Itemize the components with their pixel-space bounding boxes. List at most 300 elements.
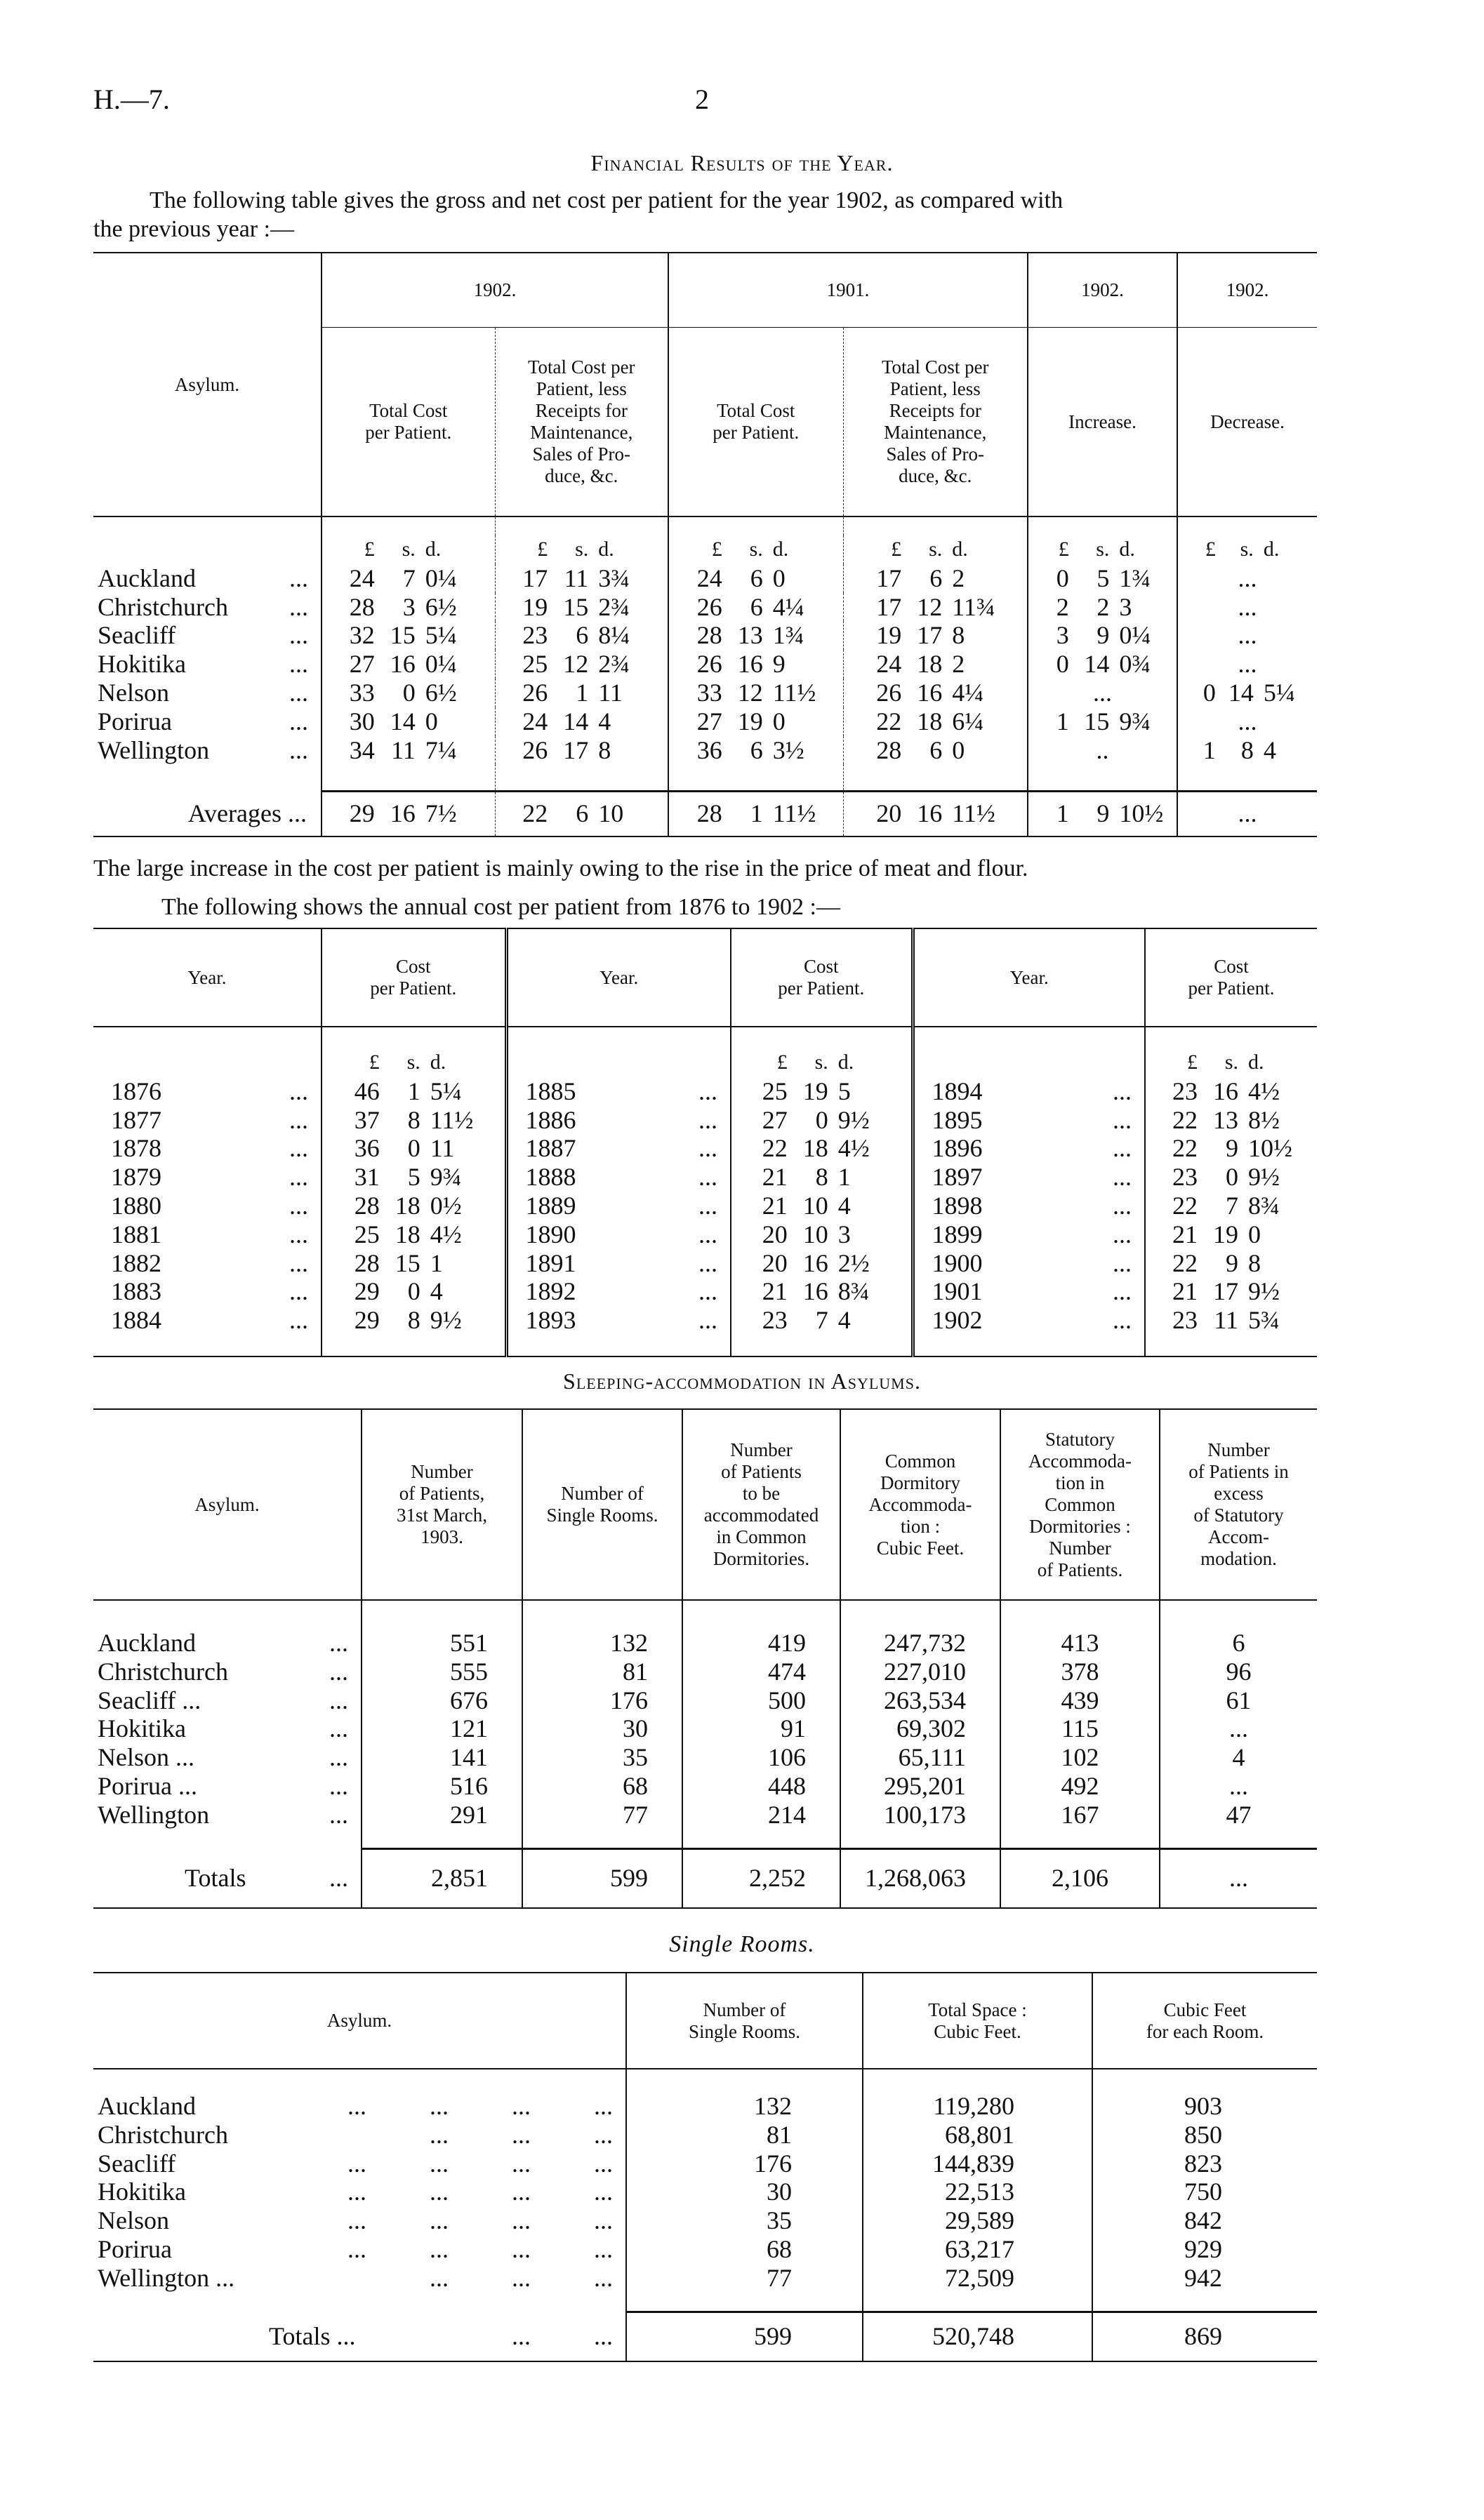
money-value <box>496 621 668 650</box>
pence: 5¼ <box>425 621 457 650</box>
pence: d. <box>837 1051 854 1074</box>
spacer <box>522 1829 682 1849</box>
pounds: 21 <box>1172 1277 1198 1306</box>
units-cell <box>322 1048 506 1077</box>
shillings: 9 <box>1226 1248 1238 1277</box>
shillings: 18 <box>395 1191 420 1220</box>
shillings: 7 <box>815 1306 828 1335</box>
pounds: £ <box>1058 538 1069 561</box>
pence: 4 <box>1263 735 1276 764</box>
shillings: 6 <box>929 564 943 592</box>
value-cell: 61 <box>1160 1686 1317 1715</box>
shillings: 9 <box>1097 621 1110 650</box>
blank <box>93 535 322 564</box>
money-value <box>1146 1306 1317 1335</box>
average-cell <box>843 791 1028 836</box>
pounds: 28 <box>354 1248 380 1277</box>
value-cell: 106 <box>682 1743 840 1772</box>
pounds: 28 <box>696 799 722 828</box>
asylum-header: Asylum. <box>93 253 322 516</box>
empty-value: ... <box>1238 592 1257 621</box>
money-value <box>669 650 843 679</box>
pence: 0¼ <box>1119 621 1151 650</box>
spacer-row <box>93 2293 1317 2312</box>
value-cell: 29,589 <box>863 2206 1092 2235</box>
average-cell <box>322 791 495 836</box>
pence: d. <box>772 538 789 561</box>
money-cell <box>843 679 1028 707</box>
year-cell <box>506 1106 731 1135</box>
column-header: Number of Patients, 31st March, 1903. <box>362 1409 522 1600</box>
year-header-1901: 1901. <box>668 253 1028 328</box>
leader-dots: ... <box>329 1800 348 1829</box>
value-cell: 115 <box>1000 1714 1160 1743</box>
leader-dots: ... ... ... ... <box>347 2149 613 2178</box>
asylum-label: Christchurch <box>98 2120 228 2149</box>
pence: 1¾ <box>1119 564 1151 592</box>
value-cell: 144,839 <box>863 2149 1092 2178</box>
money-value <box>1146 1048 1317 1077</box>
asylum-name <box>93 2206 626 2235</box>
value-cell: 81 <box>626 2121 863 2149</box>
column-header: Decrease. <box>1177 328 1317 517</box>
spacer <box>362 1829 522 1849</box>
spacer <box>1000 1600 1160 1629</box>
cost-cell <box>1145 1134 1317 1163</box>
pence: 11½ <box>772 678 816 707</box>
table-row <box>93 2264 1317 2293</box>
value-cell: 6 <box>1160 1629 1317 1658</box>
shillings: 0 <box>407 1134 420 1163</box>
money-value <box>1146 1220 1317 1249</box>
column-header: Increase. <box>1028 328 1177 517</box>
shillings: 15 <box>563 592 589 621</box>
year-label: 1880 <box>111 1191 161 1220</box>
pence: 2¾ <box>598 650 630 679</box>
year-cell <box>93 1277 322 1306</box>
pence: 0 <box>1248 1220 1261 1248</box>
pounds: 22 <box>522 799 548 828</box>
money-value <box>496 736 668 765</box>
money-cell <box>843 564 1028 593</box>
value-cell: 132 <box>522 1629 682 1658</box>
year-header: Year. <box>93 928 322 1027</box>
shillings: 17 <box>563 735 589 764</box>
spacer <box>93 764 322 791</box>
leader-dots: ... <box>1113 1248 1132 1277</box>
leader-dots: ... <box>289 592 308 621</box>
pence: 11½ <box>772 799 816 828</box>
pounds: 25 <box>354 1220 380 1248</box>
year-cell <box>913 1306 1145 1335</box>
year-cell <box>913 1192 1145 1220</box>
pence: 9¾ <box>430 1163 462 1192</box>
column-header: Number of Single Rooms. <box>626 1973 863 2069</box>
empty-value: ... <box>1093 678 1112 707</box>
asylum-name <box>93 1714 362 1743</box>
section-title-financial: Financial Results of the Year. <box>590 150 894 175</box>
money-value <box>322 593 495 622</box>
shillings: s. <box>1224 1051 1238 1074</box>
pence: 6½ <box>425 592 457 621</box>
table-row <box>93 1801 1317 1829</box>
table-row <box>93 1306 1317 1335</box>
shillings: 19 <box>737 707 763 735</box>
year-label: 1899 <box>932 1220 983 1248</box>
asylum-label: Seacliff <box>98 2149 176 2178</box>
pounds: 22 <box>762 1134 788 1163</box>
money-value <box>1028 593 1177 622</box>
empty-value: ... <box>1238 799 1257 828</box>
money-value <box>1028 707 1177 736</box>
pence: 9¾ <box>1119 707 1151 735</box>
pence: 1¾ <box>772 621 804 650</box>
money-value <box>496 707 668 736</box>
value-cell: ... <box>1160 1714 1317 1743</box>
column-header: Total Cost per Patient. <box>322 328 495 517</box>
pence: 4¼ <box>952 678 984 707</box>
pounds: 0 <box>1056 650 1069 679</box>
year-label: 1901 <box>932 1277 983 1306</box>
table-row <box>93 1629 1317 1658</box>
shillings: 17 <box>1213 1277 1238 1306</box>
pounds: 2 <box>1056 592 1069 621</box>
shillings: s. <box>929 538 943 561</box>
year-header-increase: 1902. <box>1028 253 1177 328</box>
asylum-label: Porirua <box>98 2234 172 2263</box>
empty-value: ... <box>1238 650 1257 679</box>
money-value <box>322 1249 505 1278</box>
money-cell <box>495 621 668 650</box>
asylum-name <box>93 1686 362 1715</box>
pounds: 24 <box>876 650 902 679</box>
spacer <box>322 516 495 535</box>
pence: 6½ <box>425 678 457 707</box>
pounds: 27 <box>349 650 375 679</box>
year-label: 1884 <box>111 1306 161 1335</box>
pence: 3 <box>1119 592 1132 621</box>
pence: 8½ <box>1248 1105 1280 1134</box>
spacer-row <box>93 1600 1317 1629</box>
shillings: 15 <box>1084 707 1110 735</box>
pence: d. <box>1119 538 1135 561</box>
cost-cell <box>731 1277 913 1306</box>
shillings: 0 <box>402 678 416 707</box>
shillings: 16 <box>802 1248 828 1277</box>
money-value <box>1146 1163 1317 1192</box>
leader-dots: ... <box>698 1105 717 1134</box>
spacer <box>840 1829 1000 1849</box>
shillings: 6 <box>750 735 763 764</box>
pounds: 26 <box>876 678 902 707</box>
money-cell <box>495 707 668 736</box>
leader-dots: ... <box>1113 1163 1132 1192</box>
value-cell: 500 <box>682 1686 840 1715</box>
pence: 9½ <box>430 1306 462 1335</box>
spacer <box>682 1600 840 1629</box>
single-rooms-table <box>93 1972 1317 2362</box>
leader-dots: ... <box>329 1657 348 1686</box>
pounds: 22 <box>876 707 902 735</box>
leader-dots: ... <box>289 1076 308 1105</box>
pence: 11 <box>598 678 623 707</box>
leader-dots: ... <box>1113 1277 1132 1306</box>
table-row <box>93 679 1317 707</box>
cost-cell <box>1145 1192 1317 1220</box>
asylum-name <box>93 2092 626 2121</box>
pence: 8 <box>952 621 965 650</box>
asylum-label: Wellington ... <box>98 2263 235 2292</box>
pounds: 29 <box>349 799 375 828</box>
year-label: 1882 <box>111 1248 161 1277</box>
pence: 10 <box>598 799 624 828</box>
header-row <box>93 928 1317 1027</box>
table-row <box>93 2121 1317 2149</box>
pence: 5 <box>837 1076 851 1105</box>
spacer <box>1092 2069 1317 2092</box>
units-cell <box>668 535 843 564</box>
cost-cell <box>731 1077 913 1106</box>
units-cell <box>495 535 668 564</box>
financial-results-table <box>93 252 1317 837</box>
shillings: 5 <box>407 1163 420 1192</box>
pence: 1 <box>837 1163 851 1192</box>
year-label: 1883 <box>111 1277 161 1306</box>
pounds: 23 <box>1172 1306 1198 1335</box>
cost-cell <box>322 1106 506 1135</box>
money-value <box>1146 1077 1317 1106</box>
leader-dots: ... <box>1113 1220 1132 1248</box>
value-cell: 378 <box>1000 1658 1160 1686</box>
pounds: 3 <box>1056 621 1069 650</box>
units-row <box>93 1048 1317 1077</box>
pounds: 19 <box>522 592 548 621</box>
pence: 4 <box>837 1306 851 1335</box>
year-label: 1877 <box>111 1105 161 1134</box>
units-cell <box>913 1048 1145 1077</box>
column-header: Total Space : Cubic Feet. <box>863 1973 1092 2069</box>
money-value <box>322 621 495 650</box>
money-cell <box>1028 650 1177 679</box>
leader-dots: ... <box>1113 1306 1132 1335</box>
money-cell <box>843 650 1028 679</box>
spacer <box>863 2293 1092 2312</box>
value-cell: 295,201 <box>840 1772 1000 1801</box>
table-row <box>93 1163 1317 1192</box>
money-value <box>322 535 495 564</box>
money-cell <box>1028 679 1177 707</box>
leader-dots: ... <box>289 1248 308 1277</box>
table-row <box>93 1249 1317 1278</box>
column-header: Number of Patients to be accommodated in Common Dormitories. <box>682 1409 840 1600</box>
spacer <box>1000 1829 1160 1849</box>
pence: 9½ <box>1248 1277 1280 1306</box>
leader-dots: ... <box>329 1771 348 1800</box>
value-cell: 750 <box>1092 2178 1317 2206</box>
header-row <box>93 1409 1317 1600</box>
pence: 0 <box>952 735 965 764</box>
value-cell: 121 <box>362 1714 522 1743</box>
pence: 3½ <box>772 735 804 764</box>
year-label: 1890 <box>525 1220 576 1248</box>
asylum-label: Christchurch <box>98 1657 228 1686</box>
year-cell <box>93 1306 322 1335</box>
shillings: 16 <box>390 650 416 679</box>
shillings: 15 <box>390 621 416 650</box>
money-cell <box>1028 707 1177 736</box>
leader-dots: ... <box>698 1191 717 1220</box>
shillings: 10 <box>802 1191 828 1220</box>
header-row <box>93 1973 1317 2069</box>
year-header-1902: 1902. <box>322 253 668 328</box>
money-value <box>731 1134 911 1163</box>
money-cell <box>1028 564 1177 593</box>
shillings: 8 <box>407 1105 420 1134</box>
value-cell: 555 <box>362 1658 522 1686</box>
spacer <box>506 1335 731 1356</box>
table-row <box>93 1220 1317 1249</box>
value-cell: 132 <box>626 2092 863 2121</box>
shillings: 11 <box>1214 1306 1238 1335</box>
value-cell: 676 <box>362 1686 522 1715</box>
asylum-label: Seacliff ... <box>98 1686 201 1714</box>
money-value <box>322 1163 505 1192</box>
spacer <box>1160 1600 1317 1629</box>
value-cell: 2,851 <box>362 1848 522 1908</box>
money-cell <box>1177 650 1317 679</box>
value-cell: 35 <box>626 2206 863 2235</box>
pounds: 20 <box>762 1220 788 1248</box>
year-cell <box>93 1192 322 1220</box>
pounds: 20 <box>876 799 902 828</box>
spacer <box>1092 2293 1317 2312</box>
intro-line-2: the previous year :— <box>93 216 295 242</box>
spacer <box>1145 1027 1317 1048</box>
money-cell <box>668 650 843 679</box>
average-cell <box>495 791 668 836</box>
cost-cell <box>731 1249 913 1278</box>
money-cell <box>668 593 843 622</box>
asylum-label: Seacliff <box>98 621 176 650</box>
pence: d. <box>430 1051 446 1074</box>
value-cell: 474 <box>682 1658 840 1686</box>
money-cell <box>322 736 495 765</box>
spacer <box>93 516 322 535</box>
money-value <box>1146 1277 1317 1306</box>
table-body <box>93 2069 1317 2361</box>
pence: d. <box>1248 1051 1264 1074</box>
year-label: 1888 <box>525 1163 576 1192</box>
leader-dots: ... <box>289 1105 308 1134</box>
leader-dots: ... <box>698 1248 717 1277</box>
money-cell <box>843 593 1028 622</box>
cost-cell <box>1145 1077 1317 1106</box>
asylum-label: Wellington <box>98 1800 210 1829</box>
year-label: 1889 <box>525 1191 576 1220</box>
value-cell: 91 <box>682 1714 840 1743</box>
cost-cell <box>1145 1306 1317 1335</box>
value-cell: 903 <box>1092 2092 1317 2121</box>
pence: 11 <box>430 1134 455 1163</box>
spacer <box>522 1600 682 1629</box>
pence: 2½ <box>837 1248 870 1277</box>
cost-cell <box>322 1192 506 1220</box>
asylum-name <box>93 1772 362 1801</box>
pounds: 33 <box>349 678 375 707</box>
year-label: 1891 <box>525 1248 576 1277</box>
value-cell: 81 <box>522 1658 682 1686</box>
leader-dots: ... ... ... <box>430 2120 613 2149</box>
table-row <box>93 2092 1317 2121</box>
value-cell: 869 <box>1092 2312 1317 2361</box>
asylum-label: Porirua <box>98 707 172 735</box>
column-header: Number of Patients in excess of Statutory Accom- modation. <box>1160 1409 1317 1600</box>
money-value <box>844 736 1028 765</box>
money-value <box>844 707 1028 736</box>
pence: 4 <box>837 1191 851 1220</box>
table-row <box>93 1077 1317 1106</box>
money-value <box>322 1277 505 1306</box>
leader-dots: ... ... ... <box>430 2263 613 2292</box>
shillings: 19 <box>1213 1220 1238 1248</box>
shillings: s. <box>575 538 589 561</box>
annual-cost-intro: The following shows the annual cost per patient from 1876 to 1902 :— <box>161 894 840 920</box>
spacer <box>731 1027 913 1048</box>
table-row <box>93 593 1317 622</box>
money-value <box>322 1134 505 1163</box>
totals-row <box>93 2312 1317 2361</box>
year-header-decrease: 1902. <box>1177 253 1317 328</box>
pounds: 22 <box>1172 1191 1198 1220</box>
asylum-name <box>93 707 322 736</box>
year-cell <box>913 1249 1145 1278</box>
pounds: 28 <box>349 592 375 621</box>
shillings: 1 <box>576 678 589 707</box>
shillings: s. <box>402 538 416 561</box>
year-label: 1893 <box>525 1306 576 1335</box>
units-cell <box>93 1048 322 1077</box>
spacer <box>731 1335 913 1356</box>
value-cell: 247,732 <box>840 1629 1000 1658</box>
pounds: 21 <box>762 1163 788 1192</box>
value-cell: 413 <box>1000 1629 1160 1658</box>
value-cell: 96 <box>1160 1658 1317 1686</box>
value-cell: 30 <box>626 2178 863 2206</box>
asylum-name <box>93 1629 362 1658</box>
pounds: £ <box>364 538 375 561</box>
year-label: 1881 <box>111 1220 161 1248</box>
leader-dots: ... <box>698 1163 717 1192</box>
value-cell: 63,217 <box>863 2235 1092 2264</box>
cost-cell <box>731 1106 913 1135</box>
pounds: 34 <box>349 735 375 764</box>
shillings: 13 <box>1213 1105 1238 1134</box>
year-cell <box>93 1134 322 1163</box>
averages-row <box>93 791 1317 836</box>
year-cell <box>506 1249 731 1278</box>
pence: 4½ <box>837 1134 870 1163</box>
money-cell <box>1177 564 1317 593</box>
column-header: Total Cost per Patient, less Receipts for Maintenance, Sales of Pro- duce, &c. <box>495 328 668 517</box>
value-cell: 516 <box>362 1772 522 1801</box>
pence: 2¾ <box>598 592 630 621</box>
table-row <box>93 621 1317 650</box>
pounds: 21 <box>762 1191 788 1220</box>
column-header: Asylum. <box>93 1409 362 1600</box>
leader-dots: ... <box>289 1134 308 1163</box>
table-row <box>93 1106 1317 1135</box>
pounds: 25 <box>522 650 548 679</box>
